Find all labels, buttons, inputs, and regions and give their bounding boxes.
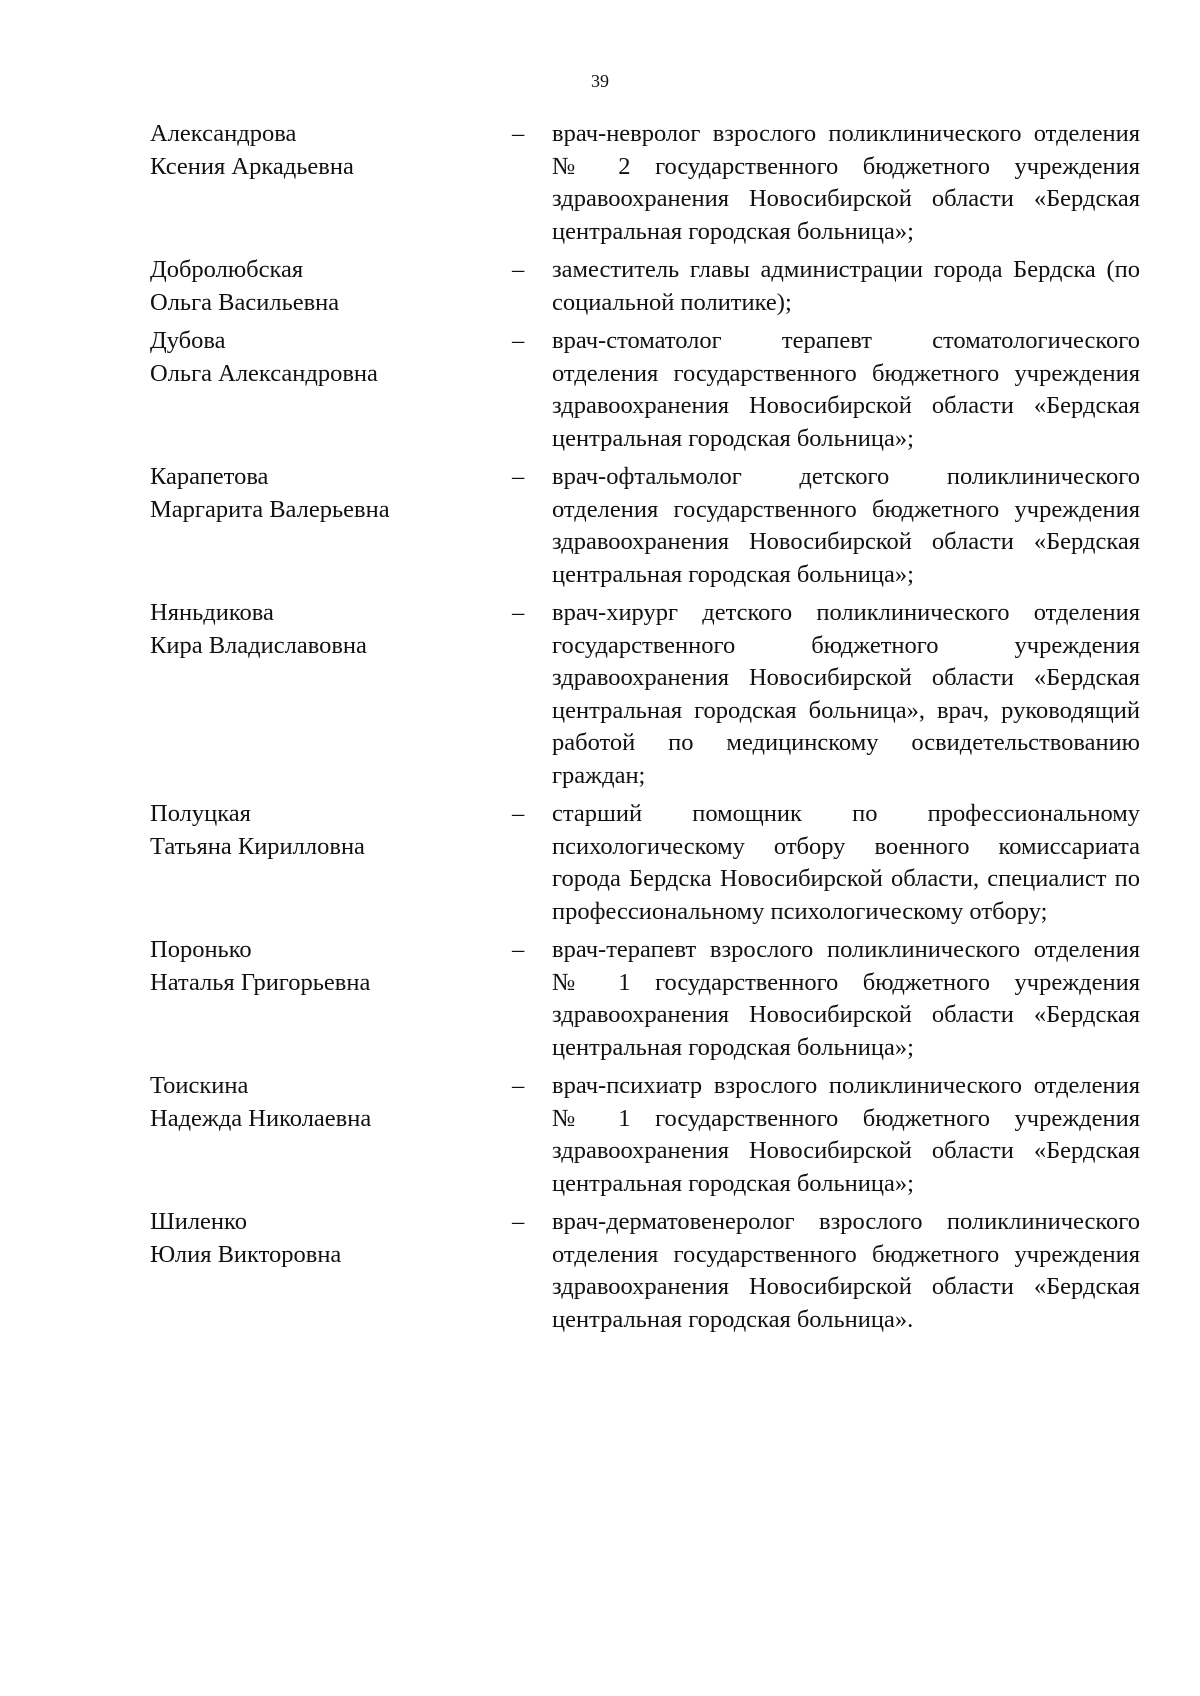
- member-surname: Поронько: [150, 936, 252, 963]
- member-name: [150, 254, 512, 319]
- member-position: врач-хирург детского поликлинического отделения государственного бюджетного учреждения здравоохранения Новосибирской области «Бердская центральная городская больница», врач, руководящий работой по медицинскому освидетельствованию граждан;: [552, 599, 1140, 789]
- member-given-names: Кира Владиславовна: [150, 631, 367, 659]
- member-given-names: Татьяна Кирилловна: [150, 832, 365, 860]
- member-given-names: Надежда Николаевна: [150, 1104, 372, 1132]
- separator-dash: –: [512, 1208, 525, 1235]
- member-surname: Дубова: [150, 327, 226, 354]
- member-given-names: Маргарита Валерьевна: [150, 495, 390, 523]
- member-given-names: Ольга Александровна: [150, 359, 378, 387]
- separator-dash: –: [512, 463, 525, 490]
- member-name: [150, 325, 512, 455]
- list-item: [150, 1070, 1140, 1200]
- separator-dash: –: [512, 120, 525, 147]
- list-item: [150, 325, 1140, 455]
- member-name: [150, 597, 512, 792]
- member-surname: Шиленко: [150, 1208, 247, 1235]
- member-surname: Тоискина: [150, 1072, 249, 1099]
- separator-dash: –: [512, 327, 525, 354]
- list-item: [150, 461, 1140, 591]
- member-list: [150, 118, 1140, 1342]
- list-item: [150, 798, 1140, 928]
- member-position: врач-терапевт взрослого поликлинического отделения № 1 государственного бюджетного учреждения здравоохранения Новосибирской области «Бердская центральная городская больница»;: [552, 936, 1140, 1061]
- separator-dash: –: [512, 936, 525, 963]
- member-surname: Карапетова: [150, 463, 269, 490]
- list-item: [150, 118, 1140, 248]
- member-position: врач-психиатр взрослого поликлинического отделения № 1 государственного бюджетного учреждения здравоохранения Новосибирской области «Бердская центральная городская больница»;: [552, 1072, 1140, 1197]
- member-name: [150, 798, 512, 928]
- member-position: заместитель главы администрации города Бердска (по социальной политике);: [552, 256, 1140, 316]
- member-given-names: Наталья Григорьевна: [150, 968, 371, 996]
- member-given-names: Ксения Аркадьевна: [150, 152, 354, 180]
- member-name: [150, 1206, 512, 1336]
- member-position: врач-дерматовенеролог взрослого поликлинического отделения государственного бюджетного учреждения здравоохранения Новосибирской области «Бердская центральная городская больница».: [552, 1208, 1140, 1333]
- list-item: [150, 934, 1140, 1064]
- member-given-names: Юлия Викторовна: [150, 1240, 342, 1268]
- member-position: врач-невролог взрослого поликлинического отделения № 2 государственного бюджетного учреждения здравоохранения Новосибирской области «Бердская центральная городская больница»;: [552, 120, 1140, 245]
- separator-dash: –: [512, 599, 525, 626]
- member-position: врач-офтальмолог детского поликлинического отделения государственного бюджетного учреждения здравоохранения Новосибирской области «Бердская центральная городская больница»;: [552, 463, 1140, 588]
- member-surname: Александрова: [150, 120, 297, 147]
- separator-dash: –: [512, 800, 525, 827]
- list-item: [150, 254, 1140, 319]
- member-name: [150, 461, 512, 591]
- list-item: [150, 597, 1140, 792]
- member-surname: Полуцкая: [150, 800, 251, 827]
- member-surname: Добролюбская: [150, 256, 304, 283]
- member-given-names: Ольга Васильевна: [150, 288, 340, 316]
- member-position: врач-стоматолог терапевт стоматологического отделения государственного бюджетного учреждения здравоохранения Новосибирской области «Бердская центральная городская больница»;: [552, 327, 1140, 452]
- separator-dash: –: [512, 256, 525, 283]
- member-name: [150, 1070, 512, 1200]
- member-name: [150, 118, 512, 248]
- member-position: старший помощник по профессиональному психологическому отбору военного комиссариата города Бердска Новосибирской области, специалист по профессиональному психологическому отбору;: [552, 800, 1140, 925]
- list-item: [150, 1206, 1140, 1336]
- member-name: [150, 934, 512, 1064]
- page-number: 39: [591, 71, 609, 91]
- separator-dash: –: [512, 1072, 525, 1099]
- member-surname: Няньдикова: [150, 599, 274, 626]
